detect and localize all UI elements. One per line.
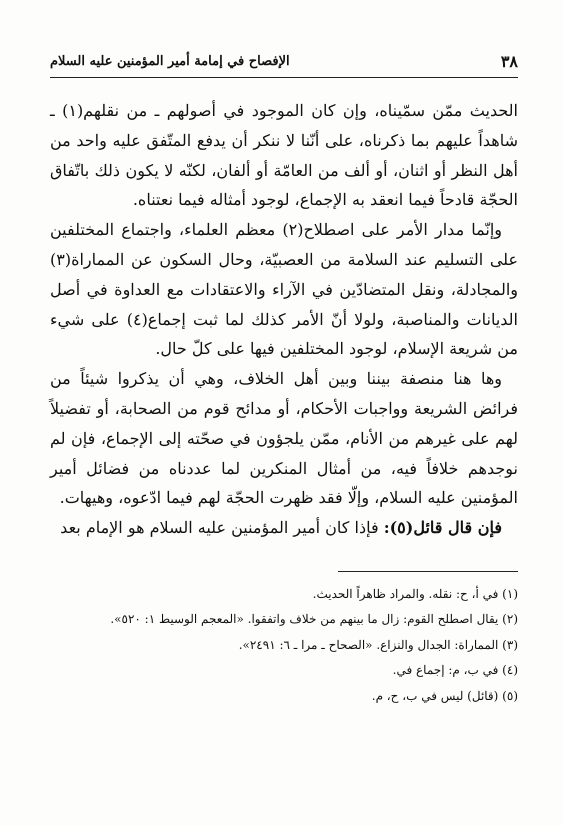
paragraph [50, 96, 518, 215]
page-header [50, 52, 518, 78]
running-title: الإفصاح في إمامة أمير المؤمنين عليه السلام [50, 54, 290, 69]
paragraph [50, 513, 518, 543]
footnote: (٥) (قائل) ليس في ب، ح، م. [371, 688, 518, 703]
paragraph-lead: فإن قال قائل(٥): [383, 518, 502, 538]
footnote: (٢) يقال اصطلح القوم: زال ما بينهم من خلاف واتفقوا. «المعجم الوسيط ١: ٥٢٠». [110, 612, 518, 627]
paragraph-text: الحديث ممّن سمّيناه، وإن كان الموجود في أصولهم ـ من نقلهم(١) ـ شاهداً عليهم بما ذكرناه، على أنّنا لا ننكر أن يدفع المتّفق عليه واحد من أهل النظر أو اثنان، أو ألف من العامّة أو ألفان، لكنّه لا يكون ذلك باتّفاق الحجّة قادحاً فيما انعقد به الإجماع، لوجود أمثاله فيما نعتناه. [50, 101, 519, 210]
footnote: (٣) المماراة: الجدال والنزاع. «الصحاح ـ مرا ـ ٦: ٢٤٩١». [238, 637, 518, 652]
paragraph-text: وها هنا منصفة بيننا وبين أهل الخلاف، وهي أن يذكروا شيئاً من فرائض الشريعة وواجبات الأحكام، أو مدائح قوم من الصحابة، أو تفضيلاً لهم على غيرهم من الأنام، ممّن يلجؤون في صحّته إلى الإجماع، فإن لم نوجدهم خلافاً فيه، من أمثال المنكرين لما عددناه من فضائل أمير المؤمنين عليه السلام، وإلّا فقد ظهرت الحجّة لهم فيما ادّعوه، وهيهات. [50, 369, 518, 508]
paragraph-text: وإنّما مدار الأمر على اصطلاح(٢) معظم العلماء، واجتماع المختلفين على التسليم عند السلامة من العصبيّة، وحال السكون عن المماراة(٣) والمجادلة، ونقل المتضادّين في الآراء والاعتقادات مع العداوة في أصل الديانات والمناصبة، ولولا أنّ الأمر كذلك لما ثبت إجماع(٤) على شيء من شريعة الإسلام، لوجود المختلفين فيها على كلّ حال. [50, 220, 519, 359]
paragraph [50, 364, 518, 513]
footnote: (٤) في ب، م: إجماع في. [392, 663, 518, 678]
footnote: (١) في أ، ح: نقله. والمراد ظاهراً الحديث. [312, 586, 518, 601]
footnote-divider [338, 571, 518, 572]
footnotes [50, 582, 518, 710]
page-number: ٣٨ [500, 52, 518, 71]
document-page [50, 52, 518, 709]
main-text [50, 96, 518, 543]
paragraph-text: فإذا كان أمير المؤمنين عليه السلام هو الإمام بعد [60, 518, 384, 538]
paragraph [50, 215, 518, 364]
